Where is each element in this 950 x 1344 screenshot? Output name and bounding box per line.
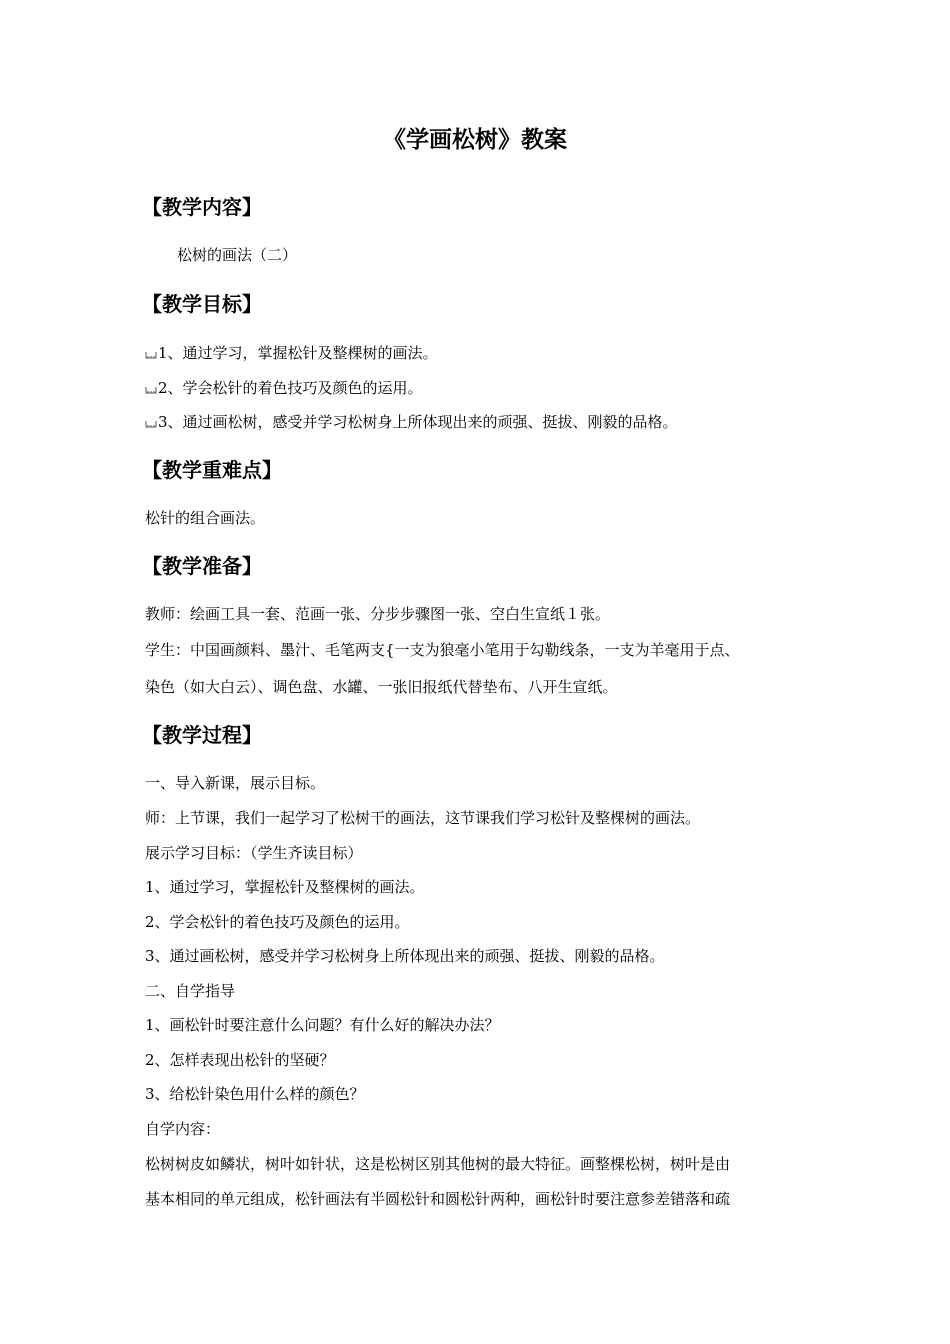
objective-item-text: 1、通过学习，掌握松针及整棵树的画法。 [158,344,438,362]
section-heading-preparation: 【教学准备】 [142,554,262,578]
process-line: 师：上节课，我们一起学习了松树干的画法，这节课我们学习松针及整棵树的画法。 [145,809,701,827]
objective-item-text: 3、通过画松树，感受并学习松树身上所体现出来的顽强、挺拔、刚毅的品格。 [158,413,678,431]
paragraph-mark-icon [145,386,157,394]
key-points-text: 松针的组合画法。 [145,509,266,527]
process-line: 3、通过画松树，感受并学习松树身上所体现出来的顽强、挺拔、刚毅的品格。 [145,947,665,965]
process-line: 3、给松针染色用什么样的颜色？ [145,1085,365,1103]
preparation-student-line: 染色（如大白云）、调色盘、水罐、一张旧报纸代替垫布、八开生宣纸。 [145,678,618,696]
process-line: 展示学习目标：（学生齐读目标） [145,844,363,862]
section-heading-key-points: 【教学重难点】 [142,458,282,482]
process-line: 2、学会松针的着色技巧及颜色的运用。 [145,913,410,931]
section-heading-process: 【教学过程】 [142,723,262,747]
preparation-teacher: 教师：绘画工具一套、范画一张、分步步骤图一张、空白生宣纸１张。 [145,605,611,623]
process-line: 2、怎样表现出松针的坚硬？ [145,1051,335,1069]
document-title: 《学画松树》教案 [383,127,567,153]
process-line: 二、自学指导 [145,982,236,1000]
objective-item-text: 2、学会松针的着色技巧及颜色的运用。 [158,379,423,397]
process-line: 1、通过学习，掌握松针及整棵树的画法。 [145,878,425,896]
process-line: 1、画松针时要注意什么问题？有什么好的解决办法？ [145,1016,500,1034]
section-heading-content: 【教学内容】 [142,195,262,219]
objective-item [145,377,423,399]
paragraph-mark-icon [145,420,157,428]
preparation-student-line: 学生：中国画颜料、墨汁、毛笔两支{一支为狼毫小笔用于勾勒线条，一支为羊毫用于点、 [145,641,740,659]
objective-item [145,342,438,364]
process-line: 自学内容： [145,1120,221,1138]
process-line: 一、导入新课，展示目标。 [145,774,326,792]
objective-item [145,411,678,433]
section-heading-objectives: 【教学目标】 [142,292,262,316]
process-line: 松树树皮如鳞状，树叶如针状，这是松树区别其他树的最大特征。画整棵松树，树叶是由 [145,1155,731,1173]
paragraph-mark-icon [145,351,157,359]
content-text: 松树的画法（二） [177,246,298,264]
process-line: 基本相同的单元组成，松针画法有半圆松针和圆松针两种，画松针时要注意参差错落和疏 [145,1190,731,1208]
